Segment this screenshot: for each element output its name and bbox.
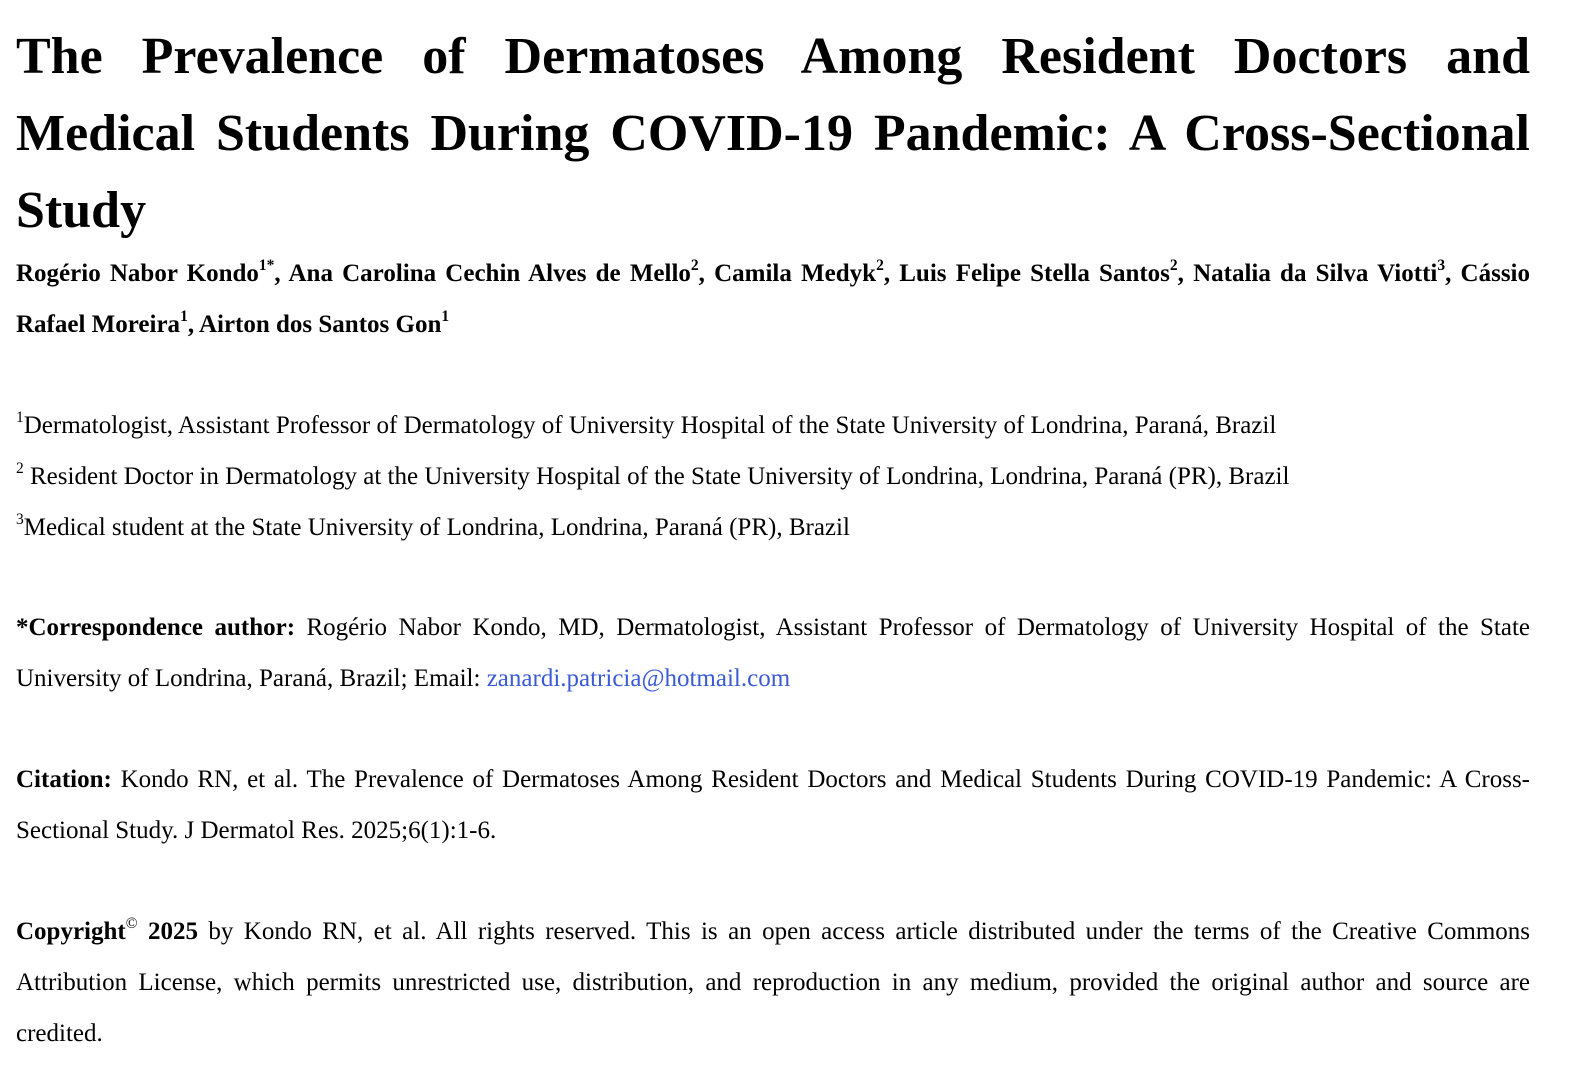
affiliation-number: 2 <box>16 459 24 477</box>
author-name: Natalia da Silva Viotti <box>1193 260 1438 287</box>
affiliation-text: Dermatologist, Assistant Professor of Dermatology of University Hospital of the State University of Londrina, Paraná, Brazil <box>23 412 1277 439</box>
correspondence-block <box>16 602 1530 704</box>
affiliation-text: Medical student at the State University of Londrina, Londrina, Paraná (PR), Brazil <box>23 514 850 541</box>
copyright-label: Copyright <box>16 918 126 945</box>
affiliation-item <box>16 400 1530 451</box>
author-name: Camila Medyk <box>714 260 877 287</box>
copyright-text: by Kondo RN, et al. All rights reserved. This is an open access article distributed under the terms of the Creative Commons Attribution License, which permits unrestricted use, distribution, and reproduction in any medium, provided the original author and source are credited. <box>16 918 1531 1047</box>
author-separator: , <box>1445 260 1461 287</box>
article-title: The Prevalence of Dermatoses Among Resident Doctors and Medical Students During COVID-19 Pandemic: A Cross-Sectional Study <box>16 28 1530 239</box>
author-separator: , <box>698 260 715 287</box>
citation-text: Kondo RN, et al. The Prevalence of Dermatoses Among Resident Doctors and Medical Students During COVID-19 Pandemic: A Cross-Sectional Study. J Dermatol Res. 2025;6(1):1-6. <box>16 766 1530 844</box>
author-name: Ana Carolina Cechin Alves de Mello <box>288 260 691 287</box>
author-affiliation-mark: 1* <box>258 256 275 274</box>
affiliation-item <box>16 502 1530 553</box>
copyright-year: 2025 <box>137 918 198 945</box>
author-separator: , <box>1177 260 1194 287</box>
correspondence-text: Rogério Nabor Kondo, MD, Dermatologist, Assistant Professor of Dermatology of University Hospital of the State University of Londrina, Paraná, Brazil; Email: <box>16 614 1530 692</box>
correspondence-label: *Correspondence author: <box>16 614 296 641</box>
author-name: Airton dos Santos Gon <box>198 311 442 338</box>
author-affiliation-mark: 2 <box>690 256 699 274</box>
citation-block <box>16 754 1530 856</box>
copyright-block <box>16 906 1530 1059</box>
author-separator: , <box>883 260 900 287</box>
author-affiliation-mark: 3 <box>1437 256 1446 274</box>
citation-label: Citation: <box>16 766 112 793</box>
affiliation-number: 1 <box>16 408 24 426</box>
author-affiliation-mark: 1 <box>441 307 450 325</box>
author-affiliation-mark: 2 <box>1169 256 1178 274</box>
author-name: Cássio Rafael Moreira <box>16 260 1530 338</box>
author-list <box>16 248 1530 350</box>
author-affiliation-mark: 2 <box>876 256 884 274</box>
affiliation-text: Resident Doctor in Dermatology at the University Hospital of the State University of Londrina, Londrina, Paraná (PR), Brazil <box>23 463 1290 490</box>
copyright-symbol: © <box>125 914 138 932</box>
affiliation-number: 3 <box>16 510 24 528</box>
affiliation-item <box>16 451 1530 502</box>
author-separator: , <box>187 311 199 338</box>
author-affiliation-mark: 1 <box>180 307 188 325</box>
author-separator: , <box>274 260 289 287</box>
author-name: Rogério Nabor Kondo <box>16 260 259 287</box>
correspondence-email-link[interactable]: zanardi.patricia@hotmail.com <box>486 665 791 692</box>
affiliations <box>16 400 1530 553</box>
author-name: Luis Felipe Stella Santos <box>899 260 1170 287</box>
